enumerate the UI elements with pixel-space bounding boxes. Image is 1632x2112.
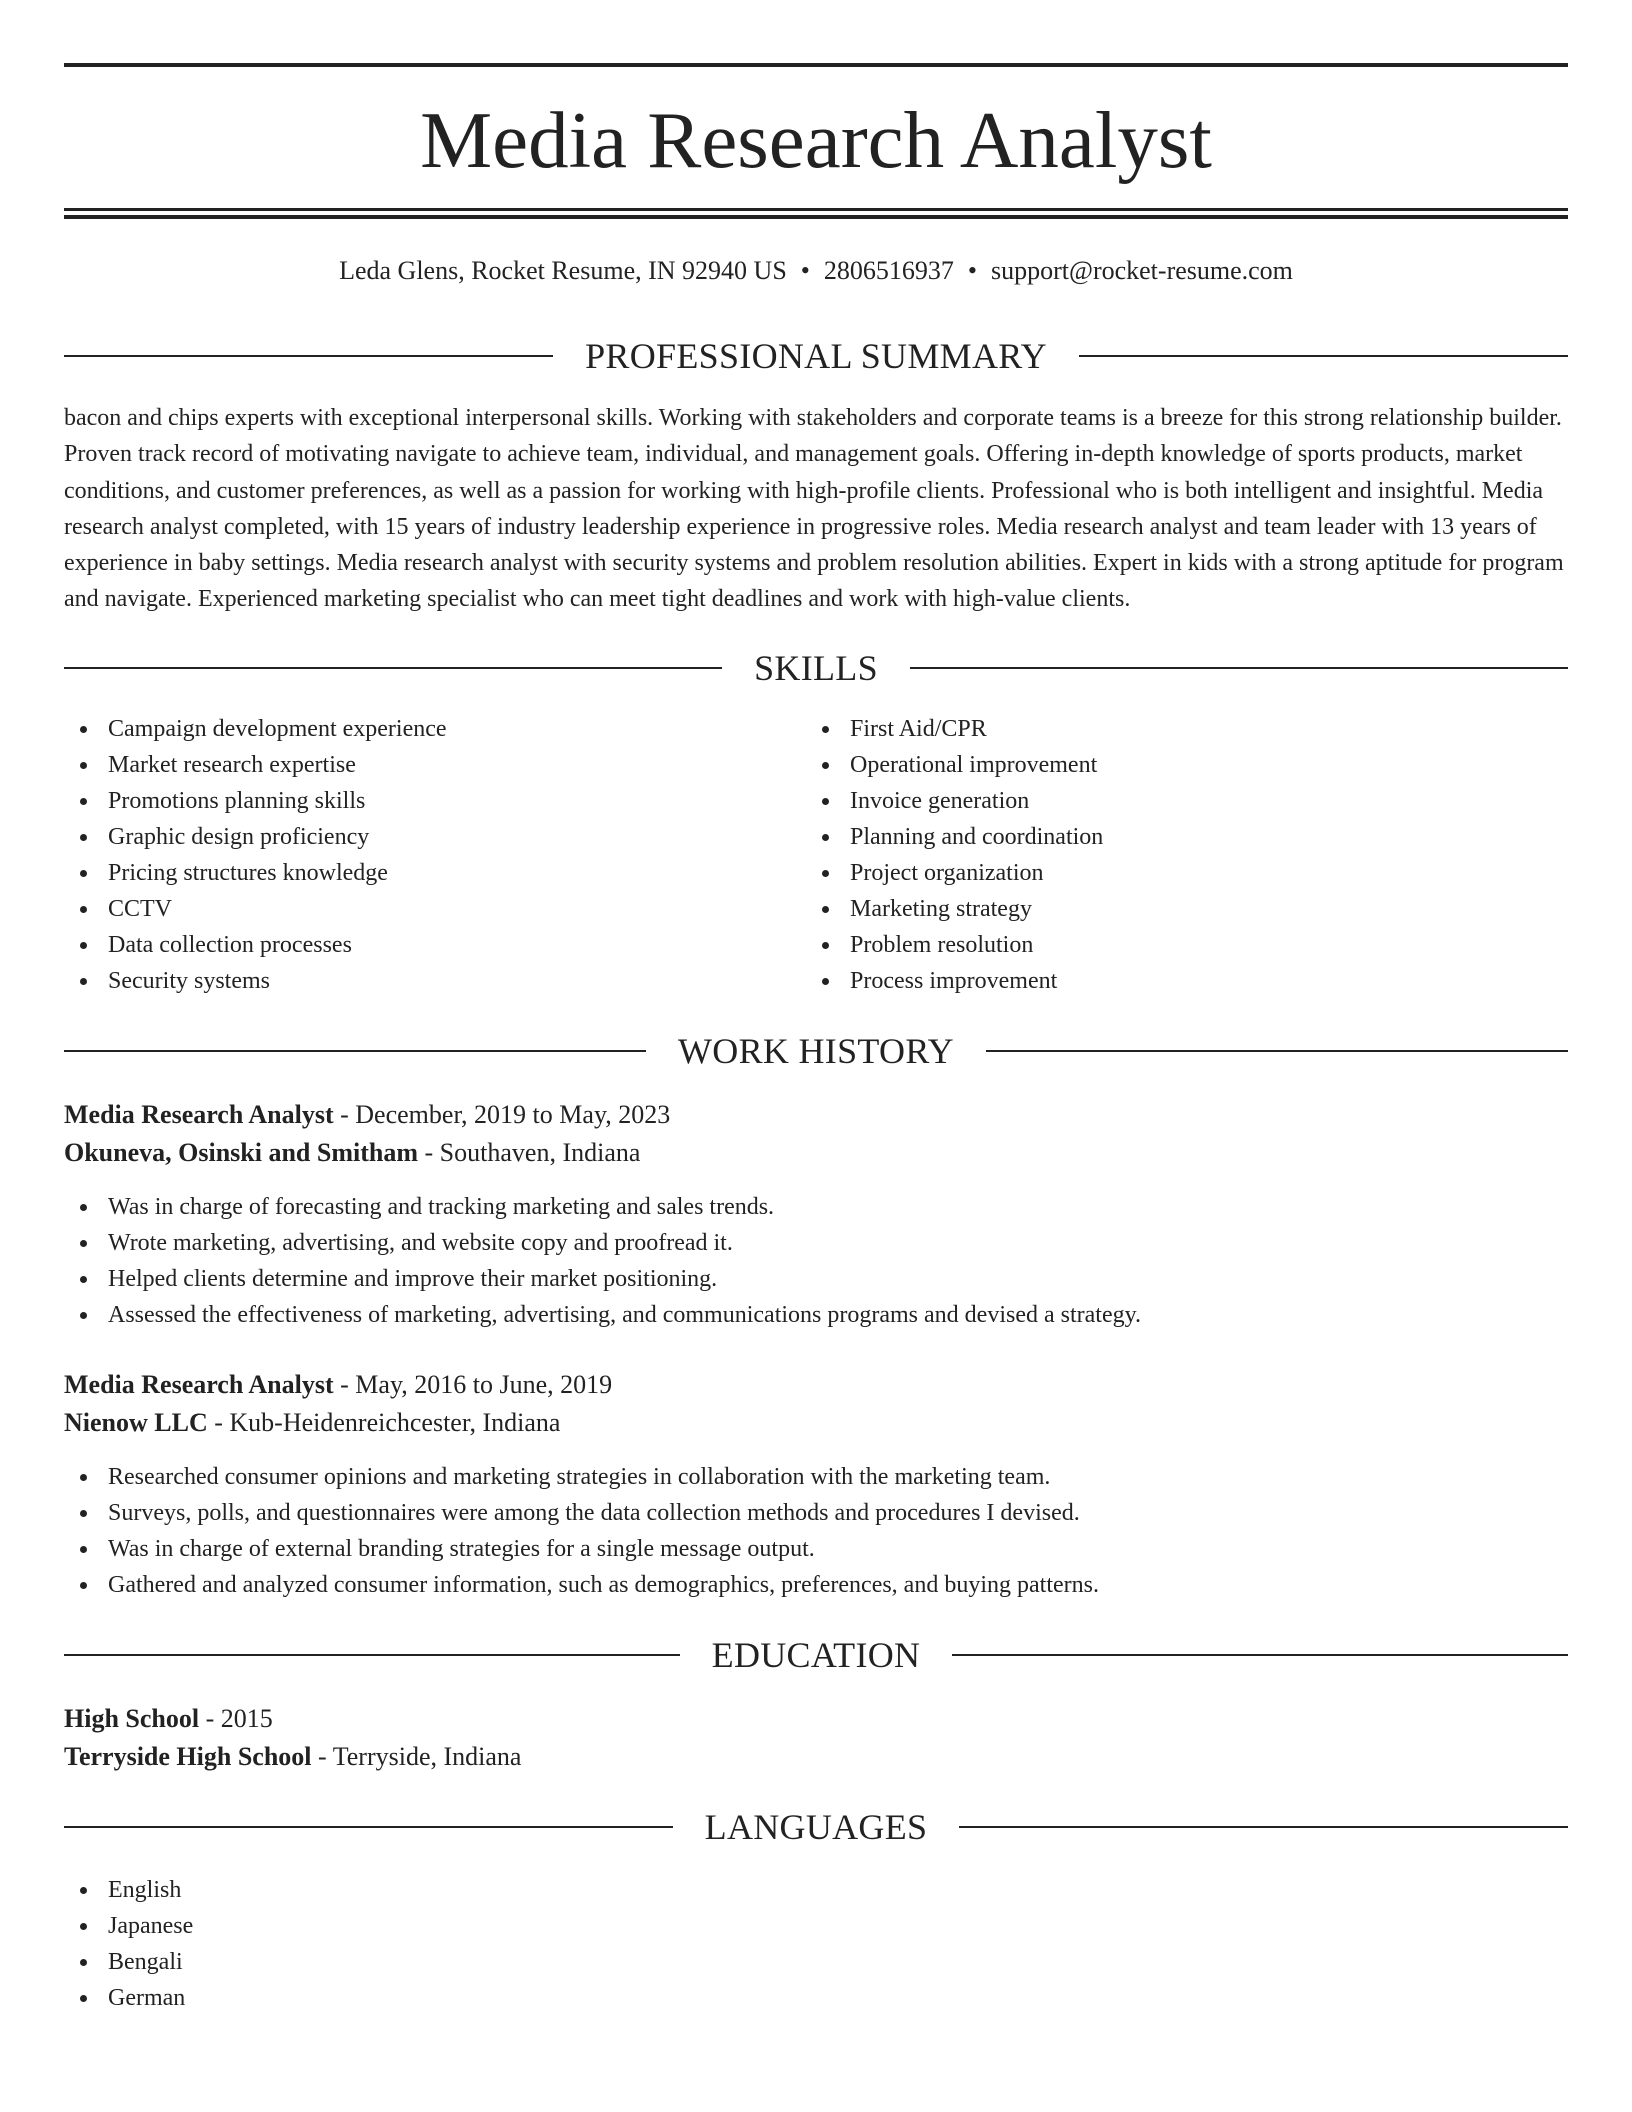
education-school-line	[64, 1739, 521, 1775]
skill-item: Graphic design proficiency	[64, 819, 447, 855]
summary-heading	[64, 334, 1568, 378]
language-item: Bengali	[64, 1944, 193, 1980]
skill-item: CCTV	[64, 891, 447, 927]
skill-item: Campaign development experience	[64, 711, 447, 747]
summary-text: bacon and chips experts with exceptional interpersonal skills. Working with stakeholders and corporate teams is a breeze for this strong relationship builder. Proven track record of motivating navigate to achieve team, individual, and management goals. Offering in-depth knowledge of sports products, market conditions, and customer preferences, as well as a passion for working with high-profile clients. Professional who is both intelligent and insightful. Media research analyst completed, with 15 years of industry leadership experience in progressive roles. Media research analyst and team leader with 13 years of experience in baby settings. Media research analyst with security systems and problem resolution abilities. Expert in kids with a strong aptitude for program and navigate. Experienced marketing specialist who can meet tight deadlines and work with high-value clients.	[64, 405, 1564, 613]
work-history-heading	[64, 1029, 1568, 1073]
skill-item: Project organization	[806, 855, 1103, 891]
skill-item: Data collection processes	[64, 927, 447, 963]
heading-rule-left	[64, 1050, 646, 1052]
languages-list	[64, 1872, 193, 2016]
heading-rule-left	[64, 355, 553, 357]
education-heading	[64, 1633, 1568, 1677]
job-duty: Assessed the effectiveness of marketing, advertising, and communications programs and devised a strategy.	[64, 1297, 1141, 1333]
skill-item: Process improvement	[806, 963, 1103, 999]
skill-item: First Aid/CPR	[806, 711, 1103, 747]
education-degree-line	[64, 1701, 273, 1737]
education-school: Terryside High School	[64, 1742, 312, 1771]
skill-item: Invoice generation	[806, 783, 1103, 819]
language-item: Japanese	[64, 1908, 193, 1944]
job-duty: Researched consumer opinions and marketing strategies in collaboration with the marketing team.	[64, 1459, 1099, 1495]
heading-rule-right	[910, 667, 1568, 669]
education-location: - Terryside, Indiana	[311, 1742, 522, 1771]
job-duty: Was in charge of forecasting and tracking marketing and sales trends.	[64, 1189, 1141, 1225]
title-rule-lower	[64, 215, 1568, 219]
skills-list-left	[64, 711, 447, 999]
job-dates: - December, 2019 to May, 2023	[333, 1100, 671, 1129]
contact-line	[64, 254, 1568, 288]
job-title-line	[64, 1367, 612, 1403]
skill-item: Market research expertise	[64, 747, 447, 783]
skill-item: Pricing structures knowledge	[64, 855, 447, 891]
job-duty: Gathered and analyzed consumer information, such as demographics, preferences, and buying patterns.	[64, 1567, 1099, 1603]
job-location: - Southaven, Indiana	[418, 1138, 641, 1167]
job-company: Nienow LLC	[64, 1408, 208, 1437]
languages-heading	[64, 1805, 1568, 1849]
skills-heading-label: SKILLS	[754, 648, 878, 688]
education-year: - 2015	[199, 1704, 273, 1733]
summary-heading-label: PROFESSIONAL SUMMARY	[585, 336, 1047, 376]
contact-separator: •	[967, 256, 977, 285]
job-company-line	[64, 1405, 560, 1441]
heading-rule-right	[1079, 355, 1568, 357]
heading-rule-left	[64, 1826, 673, 1828]
skills-heading	[64, 646, 1568, 690]
language-item: German	[64, 1980, 193, 2016]
languages-heading-label: LANGUAGES	[704, 1807, 928, 1847]
skill-item: Planning and coordination	[806, 819, 1103, 855]
job-title-line	[64, 1097, 670, 1133]
skill-item: Operational improvement	[806, 747, 1103, 783]
contact-separator: •	[800, 256, 810, 285]
skill-item: Security systems	[64, 963, 447, 999]
job-duties-list	[64, 1459, 1099, 1603]
job-duties-list	[64, 1189, 1141, 1333]
job-title: Media Research Analyst	[64, 1370, 334, 1399]
job-title: Media Research Analyst	[64, 1100, 334, 1129]
skill-item: Promotions planning skills	[64, 783, 447, 819]
page-title: Media Research Analyst	[420, 95, 1212, 185]
education-heading-label: EDUCATION	[711, 1635, 921, 1675]
skills-list-right	[806, 711, 1103, 999]
language-item: English	[64, 1872, 193, 1908]
job-duty: Wrote marketing, advertising, and website copy and proofread it.	[64, 1225, 1141, 1261]
education-degree: High School	[64, 1704, 200, 1733]
job-duty: Helped clients determine and improve their market positioning.	[64, 1261, 1141, 1297]
job-dates: - May, 2016 to June, 2019	[333, 1370, 613, 1399]
skill-item: Problem resolution	[806, 927, 1103, 963]
skill-item: Marketing strategy	[806, 891, 1103, 927]
heading-rule-right	[952, 1654, 1568, 1656]
contact-email: support@rocket-resume.com	[991, 256, 1293, 285]
top-rule	[64, 63, 1568, 67]
heading-rule-left	[64, 1654, 680, 1656]
job-location: - Kub-Heidenreichcester, Indiana	[207, 1408, 561, 1437]
job-company-line	[64, 1135, 640, 1171]
job-duty: Surveys, polls, and questionnaires were among the data collection methods and procedures I devised.	[64, 1495, 1099, 1531]
contact-phone: 2806516937	[823, 256, 954, 285]
work-history-heading-label: WORK HISTORY	[678, 1031, 954, 1071]
title-rule-upper	[64, 208, 1568, 211]
heading-rule-left	[64, 667, 722, 669]
contact-address: Leda Glens, Rocket Resume, IN 92940 US	[339, 256, 787, 285]
heading-rule-right	[959, 1826, 1568, 1828]
job-duty: Was in charge of external branding strategies for a single message output.	[64, 1531, 1099, 1567]
heading-rule-right	[986, 1050, 1568, 1052]
job-company: Okuneva, Osinski and Smitham	[64, 1138, 419, 1167]
